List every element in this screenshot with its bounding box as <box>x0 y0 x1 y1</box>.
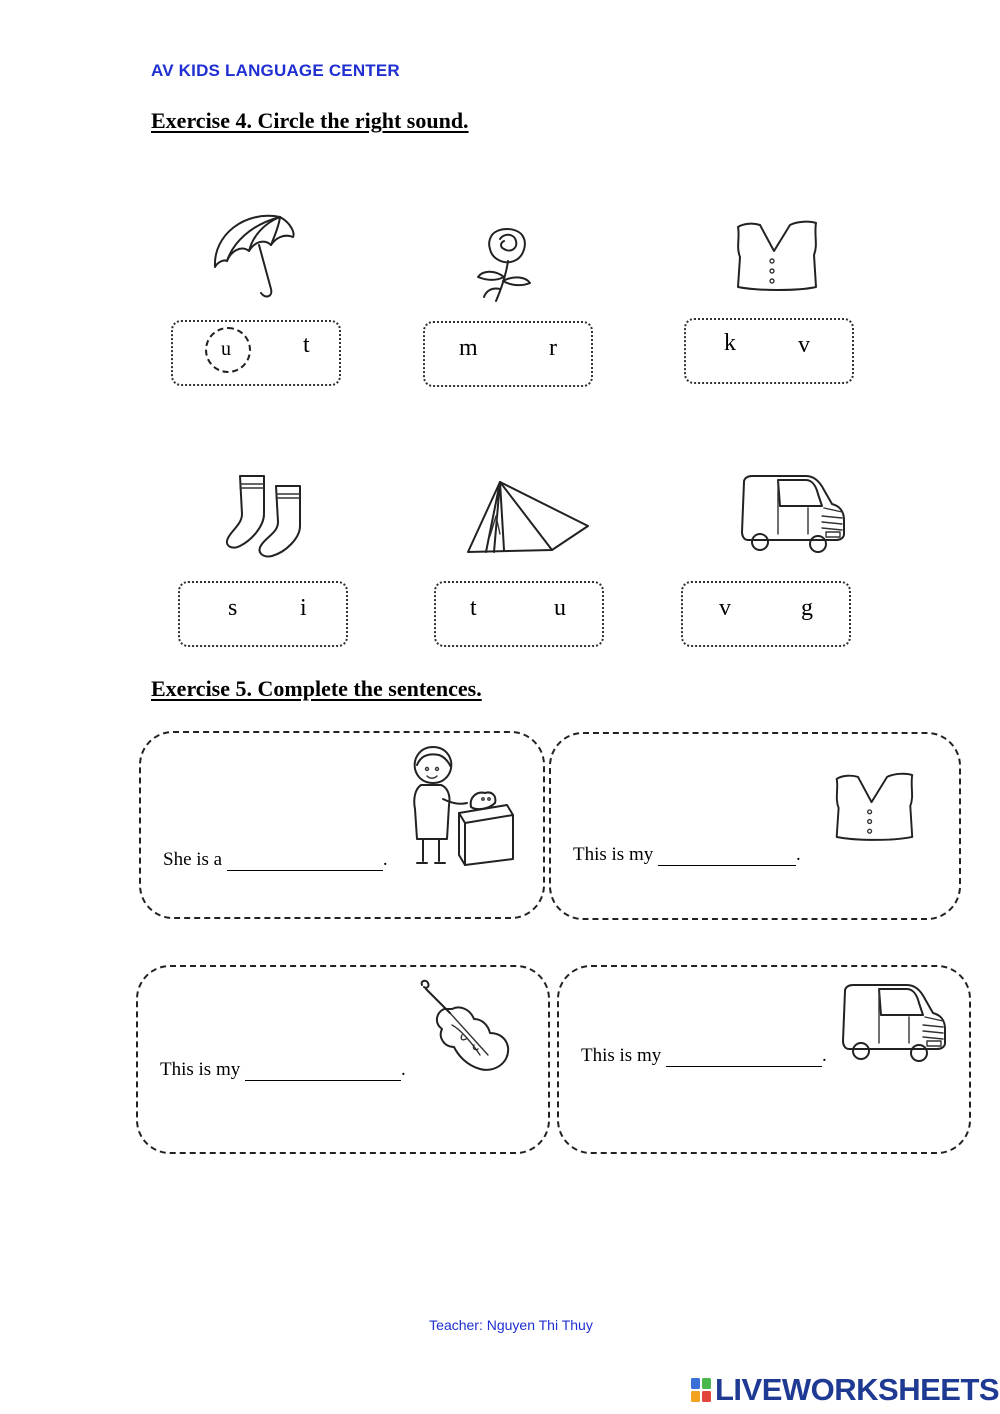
letter-option[interactable]: s <box>228 595 238 621</box>
answer-input[interactable] <box>245 1059 401 1081</box>
letter-option[interactable]: u <box>221 338 231 360</box>
center-name: AV KIDS LANGUAGE CENTER <box>151 61 400 80</box>
sentence-text: This is my . <box>160 1059 406 1080</box>
letter-box-1 <box>171 320 341 386</box>
answer-input[interactable] <box>658 844 796 866</box>
rose-icon <box>470 225 540 305</box>
letter-option[interactable]: i <box>300 595 307 621</box>
sentence-text: This is my . <box>581 1045 827 1066</box>
sentence-text: She is a . <box>163 849 388 870</box>
letter-option[interactable]: u <box>554 595 566 621</box>
tent-icon <box>464 476 592 558</box>
sentence-box-4 <box>557 965 971 1154</box>
answer-input[interactable] <box>666 1045 822 1067</box>
letter-option[interactable]: r <box>549 335 557 361</box>
sentence-box-2 <box>549 732 961 920</box>
letter-option[interactable]: v <box>798 332 810 358</box>
logo-mark-icon <box>690 1377 712 1403</box>
exercise-4-title: Exercise 4. Circle the right sound. <box>151 108 469 133</box>
van-icon <box>738 472 848 560</box>
exercise-5-title: Exercise 5. Complete the sentences. <box>151 676 482 701</box>
sentence-box-3 <box>136 965 550 1154</box>
letter-box-4 <box>178 581 348 647</box>
letter-box-3 <box>684 318 854 384</box>
vet-icon <box>403 743 521 869</box>
letter-option[interactable]: v <box>719 595 731 621</box>
letter-box-2 <box>423 321 593 387</box>
letter-option[interactable]: g <box>801 595 813 621</box>
violin-icon <box>414 979 518 1079</box>
letter-option[interactable]: t <box>303 332 310 358</box>
letter-box-5 <box>434 581 604 647</box>
teacher-name: Teacher: Nguyen Thi Thuy <box>429 1317 593 1333</box>
sentence-box-1 <box>139 731 545 919</box>
letter-option[interactable]: t <box>470 595 477 621</box>
umbrella-icon <box>205 205 300 300</box>
liveworksheets-logo[interactable] <box>690 1373 999 1407</box>
van-icon <box>839 981 949 1069</box>
answer-input[interactable] <box>227 849 383 871</box>
letter-option[interactable]: m <box>459 335 478 361</box>
socks-icon <box>222 470 310 562</box>
vest-icon <box>827 764 919 848</box>
letter-box-6 <box>681 581 851 647</box>
sentence-text: This is my . <box>573 844 801 865</box>
logo-text: LIVEWORKSHEETS <box>715 1372 1000 1407</box>
vest-icon <box>728 215 823 295</box>
letter-option[interactable]: k <box>724 330 736 356</box>
